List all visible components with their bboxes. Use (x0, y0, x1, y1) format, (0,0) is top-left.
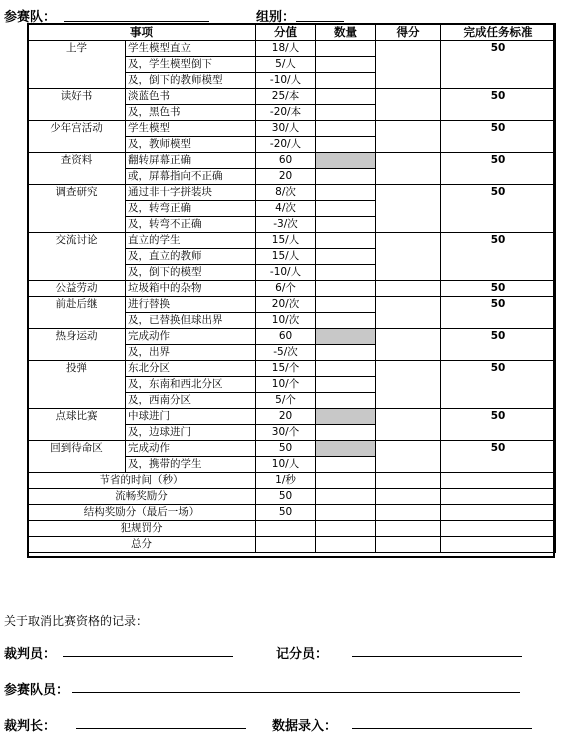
bonus-label: 结构奖励分（最后一场） (28, 505, 256, 521)
item-label: 垃圾箱中的杂物 (126, 281, 256, 297)
item-label: 通过非十字拼装块 (126, 185, 256, 201)
item-label: 及，西南分区 (126, 393, 256, 409)
score-cell[interactable] (376, 121, 441, 153)
table-row (28, 89, 556, 105)
table-row (28, 281, 556, 297)
item-value: 25/本 (256, 89, 316, 105)
quantity-cell[interactable] (316, 281, 376, 297)
bonus-row (28, 521, 556, 537)
col-header-value: 分值 (256, 24, 316, 41)
category-label: 读好书 (28, 89, 126, 121)
item-value: -5/次 (256, 345, 316, 361)
standard-value: 50 (441, 233, 556, 281)
item-label: 及，边球进门 (126, 425, 256, 441)
standard-value: 50 (441, 297, 556, 329)
team-member-field[interactable] (72, 692, 520, 693)
quantity-cell[interactable] (316, 217, 376, 233)
item-value: -20/人 (256, 137, 316, 153)
standard-cell (441, 521, 556, 537)
scorer-field[interactable] (352, 656, 522, 657)
quantity-cell[interactable] (316, 185, 376, 201)
group-field[interactable] (296, 21, 344, 22)
quantity-cell[interactable] (316, 473, 376, 489)
disqualify-note: 关于取消比赛资格的记录： (4, 614, 149, 628)
table-row (28, 297, 556, 313)
bonus-row (28, 489, 556, 505)
item-value: 6/个 (256, 281, 316, 297)
item-value: 5/人 (256, 57, 316, 73)
item-value: -3/次 (256, 217, 316, 233)
score-cell[interactable] (376, 281, 441, 297)
standard-value: 50 (441, 41, 556, 89)
item-label: 及，携带的学生 (126, 457, 256, 473)
item-label: 及，出界 (126, 345, 256, 361)
total-row (28, 537, 556, 553)
col-header-quantity: 数量 (316, 24, 376, 41)
bonus-value: 50 (256, 505, 316, 521)
table-row (28, 233, 556, 249)
table-row (28, 361, 556, 377)
item-value: 30/个 (256, 425, 316, 441)
bonus-value: 50 (256, 489, 316, 505)
item-value: 15/人 (256, 233, 316, 249)
total-score-cell[interactable] (376, 537, 441, 553)
score-cell[interactable] (376, 441, 441, 473)
chief-referee-label: 裁判长： (4, 719, 57, 734)
quantity-cell[interactable] (316, 265, 376, 281)
quantity-cell[interactable] (316, 73, 376, 89)
category-label: 回到待命区 (28, 441, 126, 473)
score-cell[interactable] (376, 505, 441, 521)
standard-value: 50 (441, 185, 556, 233)
group-label: 组别： (256, 10, 296, 25)
score-cell[interactable] (376, 329, 441, 361)
page-header (4, 6, 557, 25)
chief-referee-field[interactable] (76, 728, 246, 729)
standard-value: 50 (441, 153, 556, 185)
total-value-cell (256, 537, 316, 553)
table-row (28, 153, 556, 169)
total-label: 总分 (28, 537, 256, 553)
standard-value: 50 (441, 281, 556, 297)
item-value: -20/本 (256, 105, 316, 121)
standard-value: 50 (441, 441, 556, 473)
bonus-label: 犯规罚分 (28, 521, 256, 537)
referee-field[interactable] (63, 656, 233, 657)
quantity-cell[interactable] (316, 137, 376, 153)
item-value: 20 (256, 409, 316, 425)
score-cell[interactable] (376, 153, 441, 185)
col-header-item: 事项 (28, 24, 256, 41)
quantity-cell[interactable] (316, 313, 376, 329)
quantity-cell[interactable] (316, 505, 376, 521)
item-label: 完成动作 (126, 441, 256, 457)
item-value: 8/次 (256, 185, 316, 201)
item-label: 及，教师模型 (126, 137, 256, 153)
standard-value: 50 (441, 409, 556, 441)
quantity-cell[interactable] (316, 121, 376, 137)
item-value: 4/次 (256, 201, 316, 217)
data-entry-field[interactable] (352, 728, 532, 729)
item-value: 15/人 (256, 249, 316, 265)
item-label: 东北分区 (126, 361, 256, 377)
item-value: 50 (256, 441, 316, 457)
score-cell[interactable] (376, 89, 441, 121)
col-header-score: 得分 (376, 24, 441, 41)
quantity-cell[interactable] (316, 457, 376, 473)
bonus-value (256, 521, 316, 537)
standard-cell (441, 473, 556, 489)
item-label: 学生模型 (126, 121, 256, 137)
category-label: 公益劳动 (28, 281, 126, 297)
category-label: 少年宫活动 (28, 121, 126, 153)
item-label: 及，学生模型倒下 (126, 57, 256, 73)
item-label: 及，东南和西北分区 (126, 377, 256, 393)
quantity-cell[interactable] (316, 425, 376, 441)
item-label: 及，黑色书 (126, 105, 256, 121)
quantity-cell[interactable] (316, 57, 376, 73)
bonus-row (28, 505, 556, 521)
score-cell[interactable] (376, 361, 441, 409)
quantity-cell[interactable] (316, 41, 376, 57)
standard-value: 50 (441, 329, 556, 361)
quantity-cell[interactable] (316, 345, 376, 361)
quantity-cell[interactable] (316, 233, 376, 249)
item-label: 及，倒下的模型 (126, 265, 256, 281)
item-value: 5/个 (256, 393, 316, 409)
table-row (28, 329, 556, 345)
score-cell[interactable] (376, 489, 441, 505)
quantity-cell[interactable] (316, 249, 376, 265)
item-label: 及，倒下的教师模型 (126, 73, 256, 89)
bonus-value: 1/秒 (256, 473, 316, 489)
score-cell[interactable] (376, 473, 441, 489)
score-table (27, 23, 556, 553)
item-label: 进行替换 (126, 297, 256, 313)
quantity-cell[interactable] (316, 297, 376, 313)
item-value: 20/次 (256, 297, 316, 313)
category-label: 上学 (28, 41, 126, 89)
category-label: 交流讨论 (28, 233, 126, 281)
item-value: 10/人 (256, 457, 316, 473)
standard-value: 50 (441, 89, 556, 121)
standard-value: 50 (441, 361, 556, 409)
item-label: 及，直立的教师 (126, 249, 256, 265)
item-label: 翻转屏幕正确 (126, 153, 256, 169)
category-label: 投弹 (28, 361, 126, 409)
item-label: 淡蓝色书 (126, 89, 256, 105)
quantity-cell[interactable] (316, 393, 376, 409)
category-label: 前赴后继 (28, 297, 126, 329)
score-cell[interactable] (376, 297, 441, 329)
col-header-standard: 完成任务标准 (441, 24, 556, 41)
quantity-cell (316, 329, 376, 345)
item-label: 中球进门 (126, 409, 256, 425)
item-value: 15/个 (256, 361, 316, 377)
item-value: 30/人 (256, 121, 316, 137)
table-row (28, 41, 556, 57)
quantity-cell[interactable] (316, 169, 376, 185)
bonus-row (28, 473, 556, 489)
standard-cell (441, 489, 556, 505)
item-label: 学生模型直立 (126, 41, 256, 57)
item-label: 及，已替换但球出界 (126, 313, 256, 329)
table-row (28, 185, 556, 201)
item-value: 18/人 (256, 41, 316, 57)
quantity-cell[interactable] (316, 489, 376, 505)
category-label: 查资料 (28, 153, 126, 185)
scorer-label: 记分员： (276, 647, 329, 662)
quantity-cell[interactable] (316, 201, 376, 217)
item-label: 及，转弯正确 (126, 201, 256, 217)
item-value: 10/次 (256, 313, 316, 329)
quantity-cell (316, 441, 376, 457)
item-value: -10/人 (256, 265, 316, 281)
score-cell[interactable] (376, 521, 441, 537)
table-row (28, 409, 556, 425)
standard-cell (441, 505, 556, 521)
item-value: -10/人 (256, 73, 316, 89)
table-row (28, 441, 556, 457)
quantity-cell[interactable] (316, 89, 376, 105)
quantity-cell[interactable] (316, 377, 376, 393)
table-row (28, 121, 556, 137)
item-label: 或，屏幕指向不正确 (126, 169, 256, 185)
item-value: 60 (256, 329, 316, 345)
table-header-row (28, 24, 556, 41)
category-label: 热身运动 (28, 329, 126, 361)
total-standard-cell (441, 537, 556, 553)
quantity-cell[interactable] (316, 521, 376, 537)
item-value: 60 (256, 153, 316, 169)
score-cell[interactable] (376, 185, 441, 233)
score-cell[interactable] (376, 409, 441, 441)
category-label: 调查研究 (28, 185, 126, 233)
quantity-cell[interactable] (316, 361, 376, 377)
bonus-label: 流畅奖励分 (28, 489, 256, 505)
item-value: 20 (256, 169, 316, 185)
score-cell[interactable] (376, 233, 441, 281)
bonus-label: 节省的时间（秒） (28, 473, 256, 489)
item-label: 直立的学生 (126, 233, 256, 249)
item-value: 10/个 (256, 377, 316, 393)
referee-label: 裁判员： (4, 647, 57, 662)
quantity-cell (316, 153, 376, 169)
total-quantity-cell (316, 537, 376, 553)
team-member-label: 参赛队员： (4, 683, 70, 698)
team-name-field[interactable] (64, 21, 209, 22)
table-body (28, 41, 556, 553)
standard-value: 50 (441, 121, 556, 153)
quantity-cell (316, 409, 376, 425)
data-entry-label: 数据录入： (272, 719, 338, 734)
category-label: 点球比赛 (28, 409, 126, 441)
item-label: 完成动作 (126, 329, 256, 345)
score-cell[interactable] (376, 41, 441, 89)
team-label: 参赛队： (4, 10, 57, 25)
quantity-cell[interactable] (316, 105, 376, 121)
item-label: 及，转弯不正确 (126, 217, 256, 233)
